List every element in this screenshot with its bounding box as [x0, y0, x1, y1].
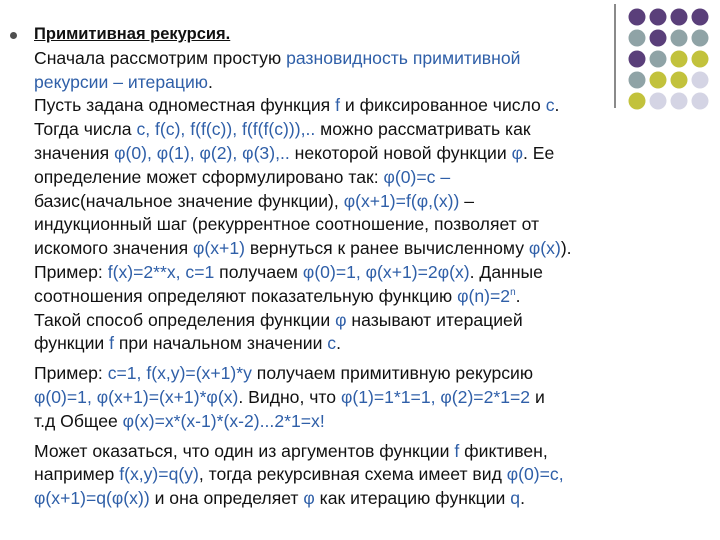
body-text: и фиксированное число	[339, 95, 546, 116]
body-text: .	[208, 71, 213, 92]
formula-text: f(x)=2**x, c=1	[107, 261, 215, 282]
body-text: и она определяет	[149, 488, 304, 509]
formula-text: f	[454, 440, 460, 461]
body-text: и	[530, 386, 545, 407]
decor-dot	[692, 93, 709, 110]
body-text: называют итерацией	[346, 309, 523, 330]
body-text: , тогда рекурсивная схема имеет вид	[198, 464, 507, 485]
body-text: .	[554, 95, 560, 116]
body-text: Такой способ определения функции	[34, 309, 336, 330]
formula-text: φ(0)=c –	[383, 166, 451, 187]
formula-text: φ(x+1)=q(φ(x))	[34, 488, 150, 509]
formula-text: φ(0)=1, φ(x+1)=2φ(x)	[302, 261, 470, 282]
decor-dot	[692, 72, 709, 89]
formula-text: разновидность примитивной	[286, 47, 521, 68]
body-text: можно рассматривать как	[315, 119, 531, 140]
body-text: .	[520, 488, 525, 509]
formula-text: q	[510, 488, 521, 509]
formula-text: c	[545, 95, 555, 116]
body-text: как итерацию функции	[314, 488, 511, 509]
formula-text: φ(x)=x*(x-1)*(x-2)...2*1=x!	[122, 410, 325, 431]
body-text: фиктивен,	[459, 440, 548, 461]
slide-title: Примитивная рекурсия.	[34, 25, 231, 43]
body-text: значения	[34, 142, 115, 163]
formula-text: φ(n)=2	[457, 285, 511, 306]
body-text: . Данные	[469, 261, 543, 282]
body-text: определение может сформулировано так:	[34, 166, 384, 187]
body-text: Тогда числа	[34, 119, 137, 140]
title-row	[34, 22, 674, 47]
body-text: вернуться к ранее вычисленному	[244, 238, 529, 259]
slide-content	[34, 22, 674, 511]
formula-text: рекурсии – итерацию	[34, 71, 209, 92]
formula-text: c, f(c), f(f(c)), f(f(f(c))),..	[136, 119, 316, 140]
body-text: некоторой новой функции	[289, 142, 512, 163]
formula-text: φ	[303, 488, 315, 509]
body-text: Пример:	[34, 261, 108, 282]
formula-text: c=1, f(x,y)=(x+1)*y	[107, 363, 252, 384]
formula-text: φ(0)=1, φ(x+1)=(x+1)*φ(x)	[34, 386, 239, 407]
body-text: искомого значения	[34, 238, 193, 259]
paragraph-iteration-intro	[34, 47, 674, 95]
body-text: .	[515, 285, 521, 306]
body-text: Может оказаться, что один из аргументов функции	[34, 440, 455, 461]
body-text: индукционный шаг (рекуррентное соотношение, позволяет от	[34, 214, 540, 235]
body-text: например	[34, 464, 120, 485]
paragraph-definition	[34, 94, 674, 356]
body-text: .	[336, 333, 341, 354]
formula-text: φ(1)=1*1=1, φ(2)=2*1=2	[340, 386, 531, 407]
body-text: т.д Общее	[34, 410, 123, 431]
body-text: –	[459, 190, 475, 211]
decor-dot	[692, 9, 709, 26]
formula-text: c	[327, 333, 337, 354]
body-text: Пусть задана одноместная функция	[34, 95, 336, 116]
decor-dot	[692, 51, 709, 68]
body-text: Пример:	[34, 363, 108, 384]
formula-text: f	[335, 95, 340, 116]
formula-text: f	[109, 333, 114, 354]
formula-text: f(x,y)=q(y)	[119, 464, 199, 485]
body-text: получаем примитивную рекурсию	[251, 363, 534, 384]
formula-text: φ(0), φ(1), φ(2), φ(3),..	[114, 142, 290, 163]
paragraph-fictive-argument	[34, 440, 674, 511]
formula-text: φ(0)=c,	[506, 464, 564, 485]
formula-text: φ(x+1)=f(φ,(x))	[343, 190, 460, 211]
body-text: соотношения определяют показательную функцию	[34, 285, 458, 306]
body-text: . Ее	[523, 142, 555, 163]
body-text: при начальном значении	[114, 333, 328, 354]
formula-text: φ	[511, 142, 524, 163]
body-text: ).	[560, 238, 572, 259]
bullet-icon	[10, 32, 17, 39]
formula-text: φ	[335, 309, 347, 330]
body-text: Сначала рассмотрим простую	[34, 47, 287, 68]
body-text: базис(начальное значение функции),	[34, 190, 344, 211]
body-text: получаем	[214, 261, 303, 282]
body-text: функции	[34, 333, 110, 354]
formula-text: n	[510, 286, 516, 298]
paragraph-factorial-example	[34, 362, 674, 433]
decor-dot	[692, 30, 709, 47]
body-text: . Видно, что	[238, 386, 341, 407]
formula-text: φ(x+1)	[192, 238, 245, 259]
formula-text: φ(x)	[528, 238, 561, 259]
